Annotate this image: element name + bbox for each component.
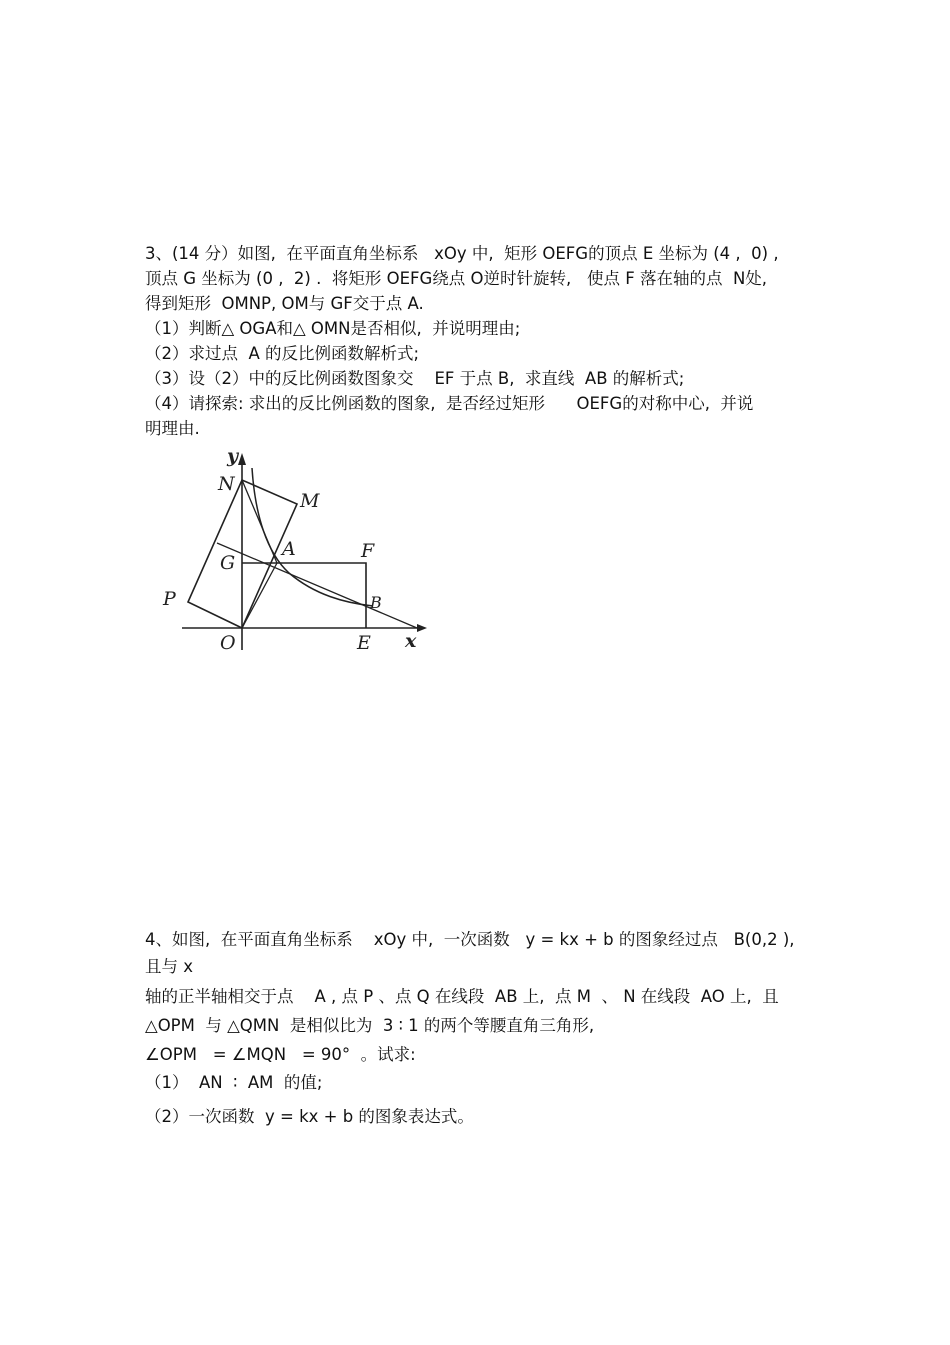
label-g: G (220, 552, 236, 574)
q4-line-5: ∠OPM = ∠MQN = 90° 。试求: (145, 1045, 416, 1064)
label-x: x (405, 630, 417, 652)
q4-line-3: 轴的正半轴相交于点 A , 点 P 、点 Q 在线段 AB 上, 点 M 、 N 在线段 AO 上, 且 (145, 987, 779, 1006)
label-p: P (163, 588, 176, 610)
x-axis-arrow (417, 624, 427, 632)
geometry-figure (155, 445, 435, 660)
q4-line-2: 且与 x (145, 957, 194, 976)
rectangle-oefg (242, 563, 366, 628)
q3-line-2: 顶点 G 坐标为 (0 , 2) . 将矩形 OEFG绕点 O逆时针旋转, 使点 F 落在轴的点 N处, (145, 269, 768, 288)
q3-line-5: （2）求过点 A 的反比例函数解析式; (145, 344, 420, 363)
y-axis-arrow (238, 453, 246, 465)
q4-line-4: △OPM 与 △QMN 是相似比为 3 ∶ 1 的两个等腰直角三角形, (145, 1016, 595, 1035)
label-b: B (370, 593, 382, 612)
label-y: y (227, 445, 239, 467)
label-f: F (361, 540, 375, 562)
label-a: A (282, 538, 296, 560)
q3-line-7: （4）请探索: 求出的反比例函数的图象, 是否经过矩形 OEFG的对称中心, 并说 (145, 394, 754, 413)
q3-line-1: 3、(14 分）如图, 在平面直角坐标系 xOy 中, 矩形 OEFG的顶点 E 坐标为 (4 , 0) , (145, 244, 779, 263)
label-m: M (300, 490, 320, 512)
segment-oa (242, 563, 277, 628)
q3-line-4: （1）判断△ OGA和△ OMN是否相似, 并说明理由; (145, 319, 521, 338)
label-n: N (218, 473, 235, 495)
q3-line-6: （3）设（2）中的反比例函数图象交 EF 于点 B, 求直线 AB 的解析式; (145, 369, 685, 388)
q3-line-8: 明理由. (145, 419, 200, 438)
q4-line-6: （1） AN ∶ AM 的值; (145, 1073, 323, 1092)
q4-line-1: 4、如图, 在平面直角坐标系 xOy 中, 一次函数 y = kx + b 的图象经过点 B(0,2 ), (145, 930, 795, 949)
label-o: O (220, 632, 236, 654)
hyperbola-curve (252, 468, 373, 606)
q4-line-7: （2）一次函数 y = kx + b 的图象表达式。 (145, 1107, 474, 1126)
label-e: E (357, 632, 371, 654)
q3-line-3: 得到矩形 OMNP, OM与 GF交于点 A. (145, 294, 424, 313)
